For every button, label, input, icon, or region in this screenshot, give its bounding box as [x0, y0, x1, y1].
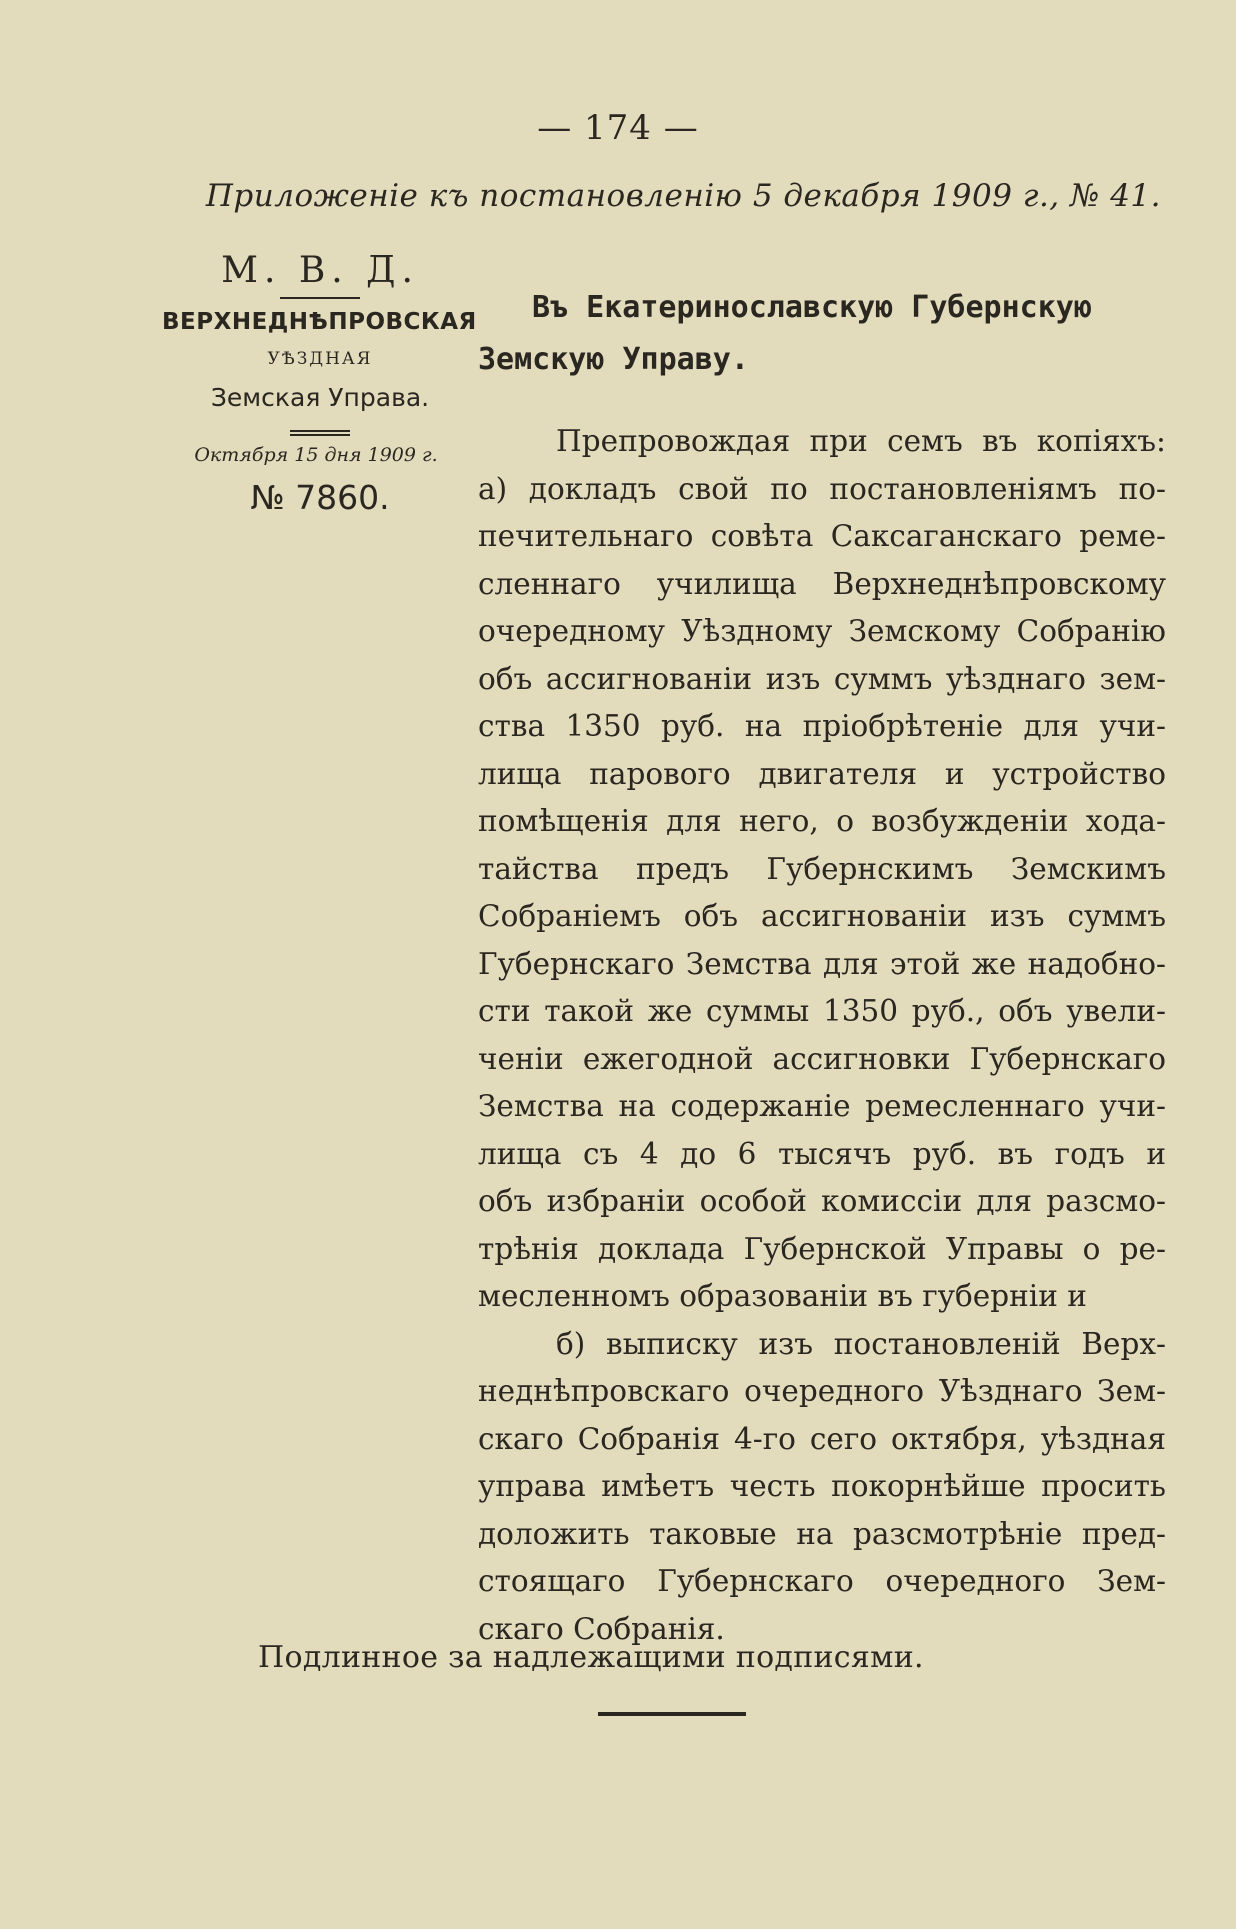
- body-line: сти такой же суммы 1350 руб., объ увели-: [478, 994, 1166, 1028]
- body-line: Земства на содержаніе ремесленнаго учи-: [478, 1089, 1166, 1123]
- addressee: [478, 282, 1168, 386]
- divider: [280, 297, 360, 299]
- body-line: стоящаго Губернскаго очередного Зем-: [478, 1564, 1166, 1598]
- body-line: б) выписку изъ постановленій Верх-: [556, 1326, 1166, 1361]
- addressee-line: Земскую Управу.: [478, 342, 749, 377]
- body-line: а) докладъ свой по постановленіямъ по-: [478, 471, 1166, 506]
- body-line: Собраніемъ объ ассигнованіи изъ суммъ: [478, 899, 1166, 933]
- body-line: лища съ 4 до 6 тысячъ руб. въ годъ и: [478, 1136, 1166, 1171]
- body-line: тайства предъ Губернскимъ Земскимъ: [478, 851, 1166, 886]
- body-line: объ ассигнованіи изъ суммъ уѣзднаго зем-: [478, 661, 1166, 696]
- body-line: очередному Уѣздному Земскому Собранію: [478, 614, 1166, 648]
- end-rule: [598, 1712, 746, 1716]
- body-line: Препровождая при семъ въ копіяхъ:: [556, 424, 1166, 458]
- double-divider: [290, 430, 350, 436]
- body-line: сленнаго училища Верхнеднѣпровскому: [478, 566, 1166, 601]
- body-line: помѣщенія для него, о возбужденіи хода-: [478, 804, 1166, 838]
- body-line: месленномъ образованіи въ губерніи и: [478, 1279, 1087, 1313]
- body-line: неднѣпровскаго очередного Уѣзднаго Зем-: [478, 1374, 1166, 1408]
- ministry-abbrev: М. В. Д.: [221, 250, 419, 291]
- body-line: Губернскаго Земства для этой же надобно-: [478, 946, 1166, 981]
- body-line: доложить таковые на разсмотрѣніе пред-: [478, 1516, 1166, 1551]
- addressee-line: Въ Екатеринославскую Губернскую: [532, 290, 1092, 325]
- sender-block: [162, 250, 477, 517]
- body-line: скаго Собранія 4-го сего октября, уѣздная: [478, 1421, 1166, 1456]
- letter-body: [478, 418, 1166, 1653]
- body-line: ства 1350 руб. на пріобрѣтеніе для учи-: [478, 709, 1166, 743]
- letter-number: № 7860.: [250, 478, 390, 517]
- body-line: лища парового двигателя и устройство: [478, 756, 1166, 791]
- letter-date: Октября 15 дня 1909 г.: [194, 444, 438, 466]
- appendix-reference: Приложеніе къ постановленію 5 декабря 1909 г., № 41.: [205, 178, 1161, 214]
- sender-level: УѢЗДНАЯ: [267, 349, 373, 369]
- body-line: управа имѣетъ честь покорнѣйше просить: [478, 1469, 1166, 1503]
- body-line: трѣнія доклада Губернской Управы о ре-: [478, 1231, 1166, 1266]
- body-line: печительнаго совѣта Саксаганскаго реме-: [478, 519, 1166, 553]
- sender-office: ВЕРХНЕДНѢПРОВСКАЯ: [162, 309, 477, 335]
- closing-note: Подлинное за надлежащими подписями.: [258, 1640, 924, 1675]
- sender-body: Земская Управа.: [210, 383, 430, 412]
- page-number: — 174 —: [537, 108, 699, 148]
- body-line: ченіи ежегодной ассигновки Губернскаго: [478, 1041, 1166, 1076]
- body-line: объ избраніи особой комиссіи для разсмо-: [478, 1184, 1166, 1218]
- body-line: скаго Собранія.: [478, 1611, 725, 1646]
